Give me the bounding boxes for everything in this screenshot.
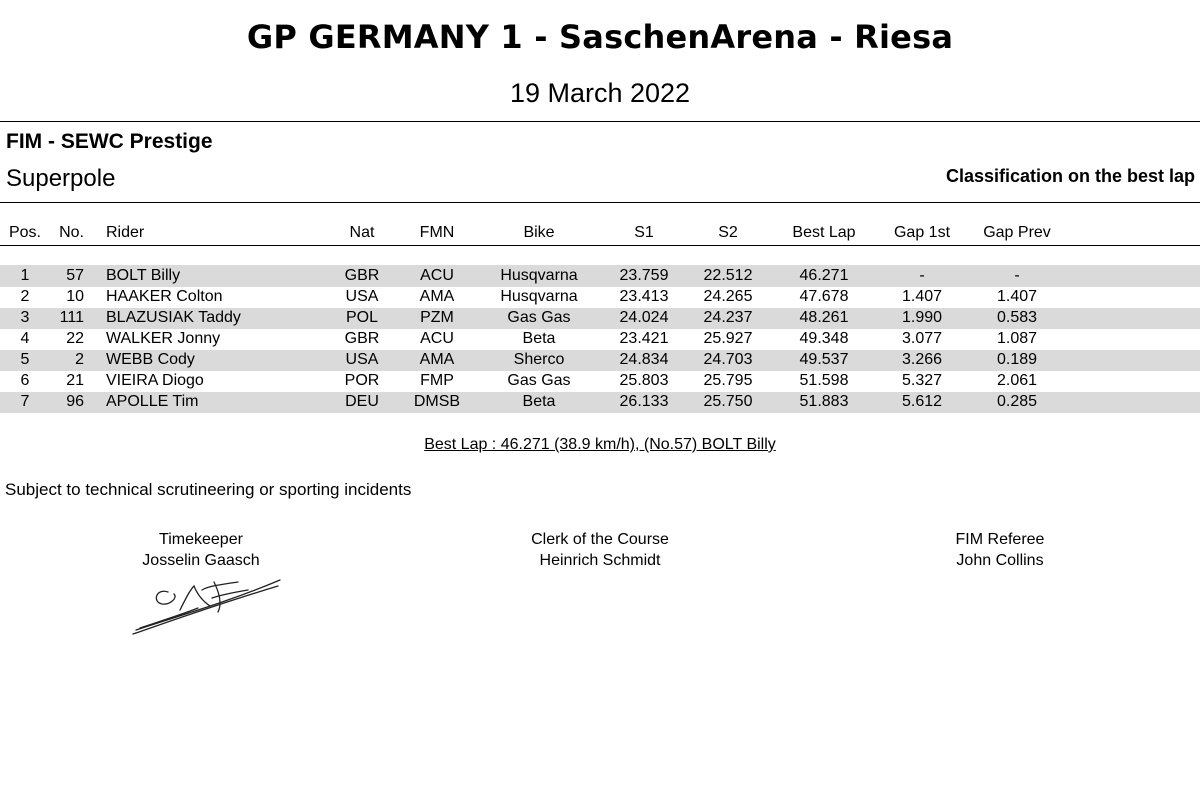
- col-best-lap: Best Lap: [792, 224, 856, 241]
- cell-best-lap: 51.598: [799, 372, 849, 389]
- col-s1: S1: [634, 224, 654, 241]
- cell-pos: 6: [20, 372, 30, 389]
- cell-gap-prev: 1.087: [996, 330, 1038, 347]
- session-name: Superpole: [6, 165, 116, 192]
- col-s2: S2: [718, 224, 738, 241]
- table-row: [0, 287, 1200, 308]
- cell-gap-first: 3.266: [901, 351, 943, 368]
- championship-name: FIM - SEWC Prestige: [6, 130, 213, 153]
- cell-fmn: AMA: [419, 288, 455, 305]
- cell-fmn: FMP: [420, 372, 454, 389]
- table-header: [0, 224, 1200, 245]
- table-row: [0, 371, 1200, 392]
- classification-type: Classification on the best lap: [945, 166, 1195, 186]
- cell-pos: 1: [20, 267, 30, 284]
- cell-s2: 24.237: [703, 309, 753, 326]
- cell-gap-prev: 0.189: [996, 351, 1038, 368]
- cell-fmn: ACU: [420, 330, 454, 347]
- cell-bike: Husqvarna: [500, 267, 578, 284]
- table-row: [0, 329, 1200, 350]
- cell-pos: 2: [20, 288, 30, 305]
- cell-s1: 25.803: [619, 372, 669, 389]
- cell-s1: 26.133: [619, 393, 669, 410]
- cell-fmn: DMSB: [413, 393, 461, 410]
- official-name: Heinrich Schmidt: [539, 552, 661, 569]
- cell-s2: 24.265: [703, 288, 753, 305]
- cell-nat: POL: [345, 309, 378, 326]
- cell-gap-first: 5.327: [901, 372, 943, 389]
- cell-bike: Gas Gas: [507, 372, 571, 389]
- official-clerk: [500, 529, 700, 571]
- cell-gap-prev: 1.407: [996, 288, 1038, 305]
- cell-no: 2: [75, 351, 84, 368]
- cell-gap-first: 1.407: [901, 288, 943, 305]
- cell-pos: 5: [20, 351, 30, 368]
- cell-s2: 25.795: [703, 372, 753, 389]
- cell-bike: Beta: [522, 330, 556, 347]
- cell-no: 10: [66, 288, 84, 305]
- cell-pos: 3: [20, 309, 30, 326]
- official-role: FIM Referee: [955, 531, 1045, 548]
- col-no: No.: [59, 224, 84, 241]
- cell-s1: 24.024: [619, 309, 669, 326]
- col-nat: Nat: [349, 224, 375, 241]
- cell-gap-prev: 2.061: [996, 372, 1038, 389]
- cell-s1: 24.834: [619, 351, 669, 368]
- official-name: Josselin Gaasch: [142, 552, 260, 569]
- cell-bike: Beta: [522, 393, 556, 410]
- official-role: Clerk of the Course: [531, 531, 669, 548]
- cell-gap-prev: -: [1014, 267, 1020, 284]
- cell-nat: DEU: [345, 393, 379, 410]
- cell-fmn: ACU: [420, 267, 454, 284]
- cell-fmn: AMA: [419, 351, 455, 368]
- cell-no: 96: [66, 393, 84, 410]
- handwritten-signature: [128, 572, 288, 642]
- col-gap-prev: Gap Prev: [983, 224, 1051, 241]
- cell-nat: USA: [345, 288, 379, 305]
- cell-s1: 23.421: [619, 330, 669, 347]
- cell-best-lap: 46.271: [799, 267, 849, 284]
- cell-bike: Gas Gas: [507, 309, 571, 326]
- cell-rider: BOLT Billy: [106, 267, 181, 284]
- divider: [0, 121, 1200, 122]
- cell-no: 57: [66, 267, 84, 284]
- col-gap-first: Gap 1st: [893, 224, 951, 241]
- divider: [0, 245, 1200, 246]
- cell-pos: 4: [20, 330, 30, 347]
- cell-nat: GBR: [344, 330, 380, 347]
- col-bike: Bike: [523, 224, 555, 241]
- col-pos: Pos.: [8, 224, 41, 241]
- table-row: [0, 308, 1200, 329]
- cell-gap-first: 5.612: [901, 393, 943, 410]
- cell-best-lap: 47.678: [799, 288, 849, 305]
- cell-fmn: PZM: [420, 309, 454, 326]
- cell-rider: BLAZUSIAK Taddy: [106, 309, 241, 326]
- cell-no: 22: [66, 330, 84, 347]
- cell-rider: WALKER Jonny: [106, 330, 221, 347]
- cell-s2: 24.703: [703, 351, 753, 368]
- cell-rider: WEBB Cody: [106, 351, 195, 368]
- cell-s2: 25.927: [703, 330, 753, 347]
- cell-s1: 23.413: [619, 288, 669, 305]
- event-date: 19 March 2022: [509, 78, 691, 108]
- cell-nat: POR: [344, 372, 380, 389]
- cell-rider: APOLLE Tim: [106, 393, 199, 410]
- best-lap-text: Best Lap : 46.271 (38.9 km/h), (No.57) BOLT Billy: [424, 436, 776, 453]
- best-lap-note: [0, 436, 1200, 454]
- cell-best-lap: 51.883: [799, 393, 849, 410]
- cell-rider: VIEIRA Diogo: [106, 372, 204, 389]
- disclaimer: Subject to technical scrutineering or sporting incidents: [5, 480, 412, 499]
- cell-best-lap: 49.348: [799, 330, 849, 347]
- official-name: John Collins: [956, 552, 1044, 569]
- cell-gap-first: 1.990: [901, 309, 943, 326]
- cell-gap-prev: 0.583: [996, 309, 1038, 326]
- cell-nat: GBR: [344, 267, 380, 284]
- table-row: [0, 392, 1200, 413]
- cell-nat: USA: [345, 351, 379, 368]
- cell-s2: 25.750: [703, 393, 753, 410]
- divider: [0, 202, 1200, 203]
- table-row: [0, 266, 1200, 287]
- cell-s1: 23.759: [619, 267, 669, 284]
- col-fmn: FMN: [419, 224, 455, 241]
- col-rider: Rider: [106, 224, 145, 241]
- cell-gap-prev: 0.285: [996, 393, 1038, 410]
- cell-no: 111: [59, 309, 84, 326]
- cell-bike: Sherco: [513, 351, 565, 368]
- page-title: GP GERMANY 1 - SaschenArena - Riesa: [246, 18, 954, 56]
- cell-s2: 22.512: [703, 267, 753, 284]
- official-role: Timekeeper: [159, 531, 243, 548]
- official-referee: [900, 529, 1100, 571]
- cell-bike: Husqvarna: [500, 288, 578, 305]
- cell-gap-first: -: [919, 267, 925, 284]
- cell-best-lap: 48.261: [799, 309, 849, 326]
- cell-pos: 7: [20, 393, 30, 410]
- cell-rider: HAAKER Colton: [106, 288, 223, 305]
- table-row: [0, 350, 1200, 371]
- cell-no: 21: [66, 372, 84, 389]
- official-timekeeper: [101, 529, 301, 571]
- cell-gap-first: 3.077: [901, 330, 943, 347]
- cell-best-lap: 49.537: [799, 351, 849, 368]
